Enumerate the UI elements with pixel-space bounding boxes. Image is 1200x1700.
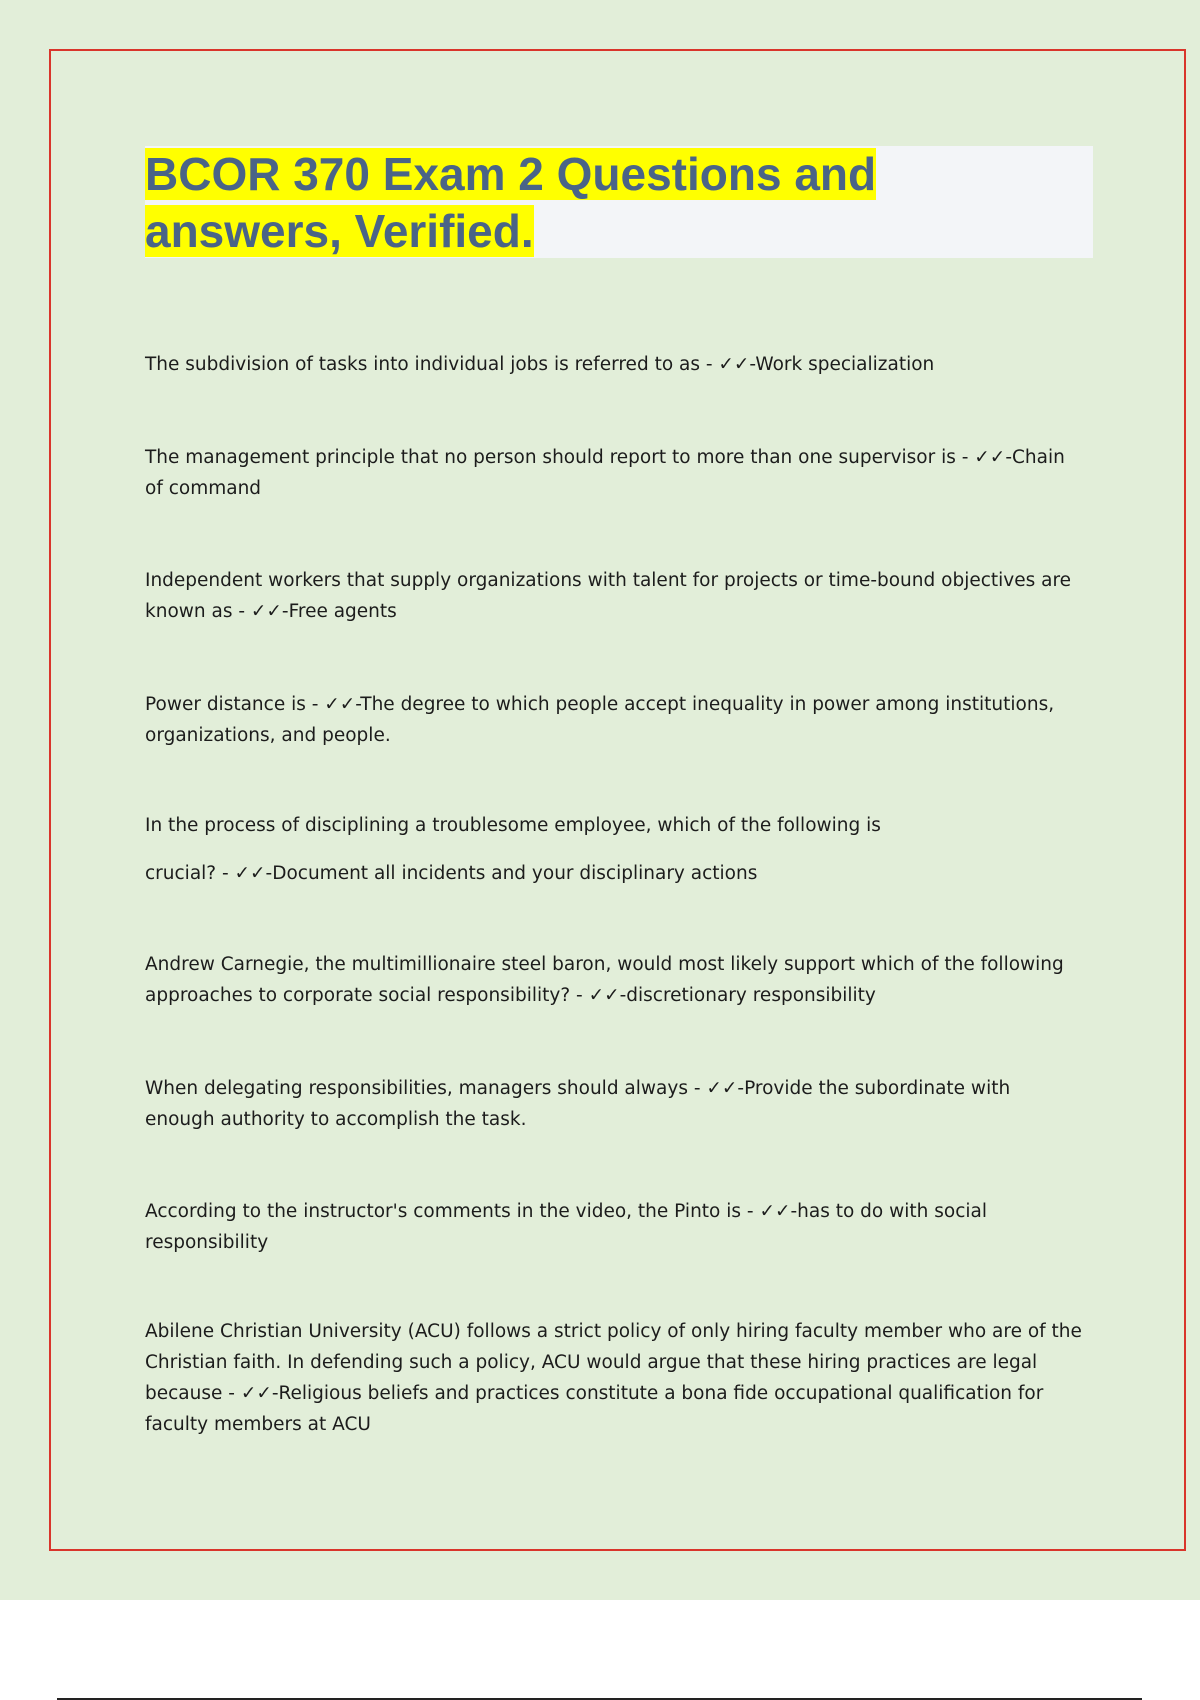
qa-item-7: When delegating responsibilities, managers should always - ✓✓-Provide the subordinate with enough authority to accomplish the task. [145,1078,1011,1130]
title-line-1: BCOR 370 Exam 2 Questions and [145,148,877,200]
qa-item-6: Andrew Carnegie, the multimillionaire steel baron, would most likely support which of the following approaches to corporate social responsibility? - ✓✓-discretionary responsibility [145,954,1064,1006]
qa-item-2: The management principle that no person should report to more than one supervisor is - ✓✓-Chain of command [145,447,1065,499]
qa-item-1: The subdivision of tasks into individual jobs is referred to as - ✓✓-Work specialization [145,354,935,375]
qa-item-8: According to the instructor's comments in the video, the Pinto is - ✓✓-has to do with social responsibility [145,1201,987,1253]
title-line-2: answers, Verified. [145,205,534,257]
qa-item-9: Abilene Christian University (ACU) follows a strict policy of only hiring faculty member who are of the Christian faith. In defending such a policy, ACU would argue that these hiring practices are legal because - ✓✓-Religious beliefs and practices constitute a bona fide occupational qualification for faculty members at ACU [145,1321,1082,1435]
document-title [145,146,925,260]
qa-item-4: Power distance is - ✓✓-The degree to which people accept inequality in power among institutions, organizations, and people. [145,694,1055,746]
qa-item-5 [145,810,1085,889]
qa-item-5-line-2: crucial? - ✓✓-Document all incidents and your disciplinary actions [145,863,758,884]
qa-item-3: Independent workers that supply organizations with talent for projects or time-bound objectives are known as - ✓✓-Free agents [145,570,1072,622]
qa-item-5-line-1: In the process of disciplining a troublesome employee, which of the following is [145,815,881,836]
